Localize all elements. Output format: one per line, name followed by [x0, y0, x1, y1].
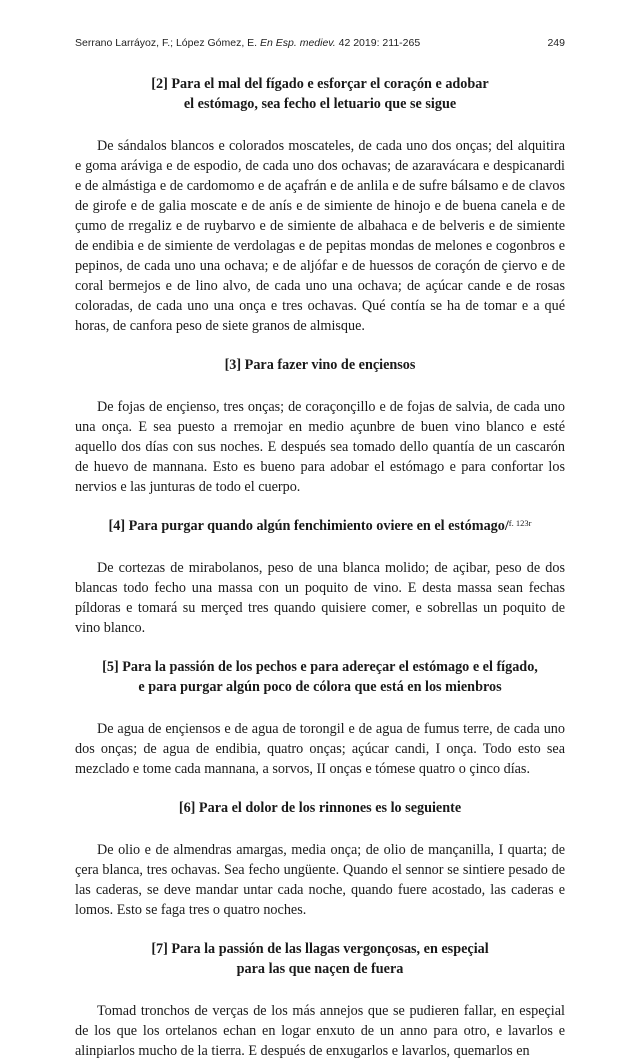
section-paragraph: De olio e de almendras amargas, media onça; de olio de mançanilla, I quarta; de çera blanca, tres ochavas. Sea fecho ungüente. Quando el sennor se sintiere pesado de las caderas, se deve mandar untar cada noche, quando fuere acostado, las caderas e lomos. Esto se faga tres o quatro noches.: [75, 842, 565, 918]
section-heading: [75, 516, 565, 536]
running-head: [75, 37, 565, 53]
heading-line: [7] Para la passión de las llagas vergonçosas, en espeçial: [151, 941, 489, 957]
section-paragraph: De cortezas de mirabolanos, peso de una blanca molido; de açibar, peso de dos blancas todo fecho una massa con un poquito de vino. E desta massa sean fechas píldoras e tomará su merçed tres quando quisiere comer, e sobrellas un poquito de vino blanco.: [75, 560, 565, 636]
section-3: [75, 355, 565, 497]
section-heading: [75, 657, 565, 697]
section-7: [75, 939, 565, 1061]
heading-line: e para purgar algún poco de cólora que está en los mienbros: [138, 679, 502, 695]
running-head-volume: 42 2019: 211-265: [338, 37, 421, 49]
section-heading: [75, 939, 565, 979]
section-6: [75, 798, 565, 920]
section-heading: [75, 74, 565, 114]
section-paragraph: Tomad tronchos de verças de los más annejos que se pudieren fallar, en espeçial de los que los ortelanos echan en logar enxuto de un anno para otro, e lavarlos e alinpiarlos mucho de la tierra. E después de enxugarlos e lavarlos, quemarlos en: [75, 1003, 565, 1059]
running-head-authors: Serrano Larráyoz, F.; López Gómez, E.: [75, 37, 258, 49]
heading-line: [6] Para el dolor de los rinnones es lo seguiente: [178, 800, 462, 816]
section-paragraph: De sándalos blancos e colorados moscateles, de cada uno dos onças; del alquitira e goma aráviga e de espodio, de cada uno dos ochavas; de azaravácara e despicanardi e de almástiga e de cardomomo e de açafrán e de anlila e de sufre bálsamo e de clavos de girofe e de galia moscate e de anís e de simiente de hinojo e de buena canela e de çumo de rregaliz e de ruybarvo e de simiente de albahaca e de belveris e de simiente de endibia e de simiente de verdolagas e de pepitas mondas de melones e cogonbros e pepinos, de cada uno una ochava; e de aljófar e de huessos de coraçón de çiervo e de coral bermejos e de lino alvo, de cada uno una ochava; de açúcar cande e de rosas coloradas, de cada uno una onça e tres ochavas. Qué contía se ha de tomar e a qué horas, de canfora peso de siete granos de almisque.: [75, 138, 565, 334]
section-paragraph: De fojas de ençienso, tres onças; de coraçonçillo e de fojas de salvia, de cada uno una onça. E sea puesto a rremojar en medio açunbre de buen vino blanco e esté aquello dos días con sus noches. E después sea tomado dello quantía de un cascarón de huevo de mannana. Esto es bueno para adobar el estómago e para confortar los nervios e las junturas de todo el cuerpo.: [75, 399, 565, 495]
heading-line: el estómago, sea fecho el letuario que se sigue: [183, 96, 457, 112]
heading-line: [4] Para purgar quando algún fenchimiento oviere en el estómago/: [108, 518, 509, 534]
section-heading: [75, 355, 565, 375]
heading-line: para las que naçen de fuera: [236, 961, 404, 977]
heading-line: [5] Para la passión de los pechos e para adereçar el estómago e el fígado,: [102, 659, 538, 675]
folio-marker: f. 123r: [508, 518, 532, 528]
section-2: [75, 74, 565, 336]
running-head-journal: En Esp. mediev.: [260, 37, 336, 49]
section-5: [75, 657, 565, 779]
running-head-citation: [75, 37, 420, 49]
section-heading: [75, 798, 565, 818]
page-number: 249: [547, 37, 565, 49]
section-paragraph: De agua de ençiensos e de agua de torongil e de agua de fumus terre, de cada uno dos onças; de agua de endibia, quatro onças; açúcar candi, I onça. Todo esto sea mezclado e tome cada mannana, a sorvos, II onças e tómese quatro o çinco días.: [75, 721, 565, 777]
article-body: [75, 74, 565, 1061]
section-4: [75, 516, 565, 638]
heading-line: [3] Para fazer vino de ençiensos: [224, 357, 416, 373]
heading-line: [2] Para el mal del fígado e esforçar el coraçón e adobar: [151, 76, 489, 92]
